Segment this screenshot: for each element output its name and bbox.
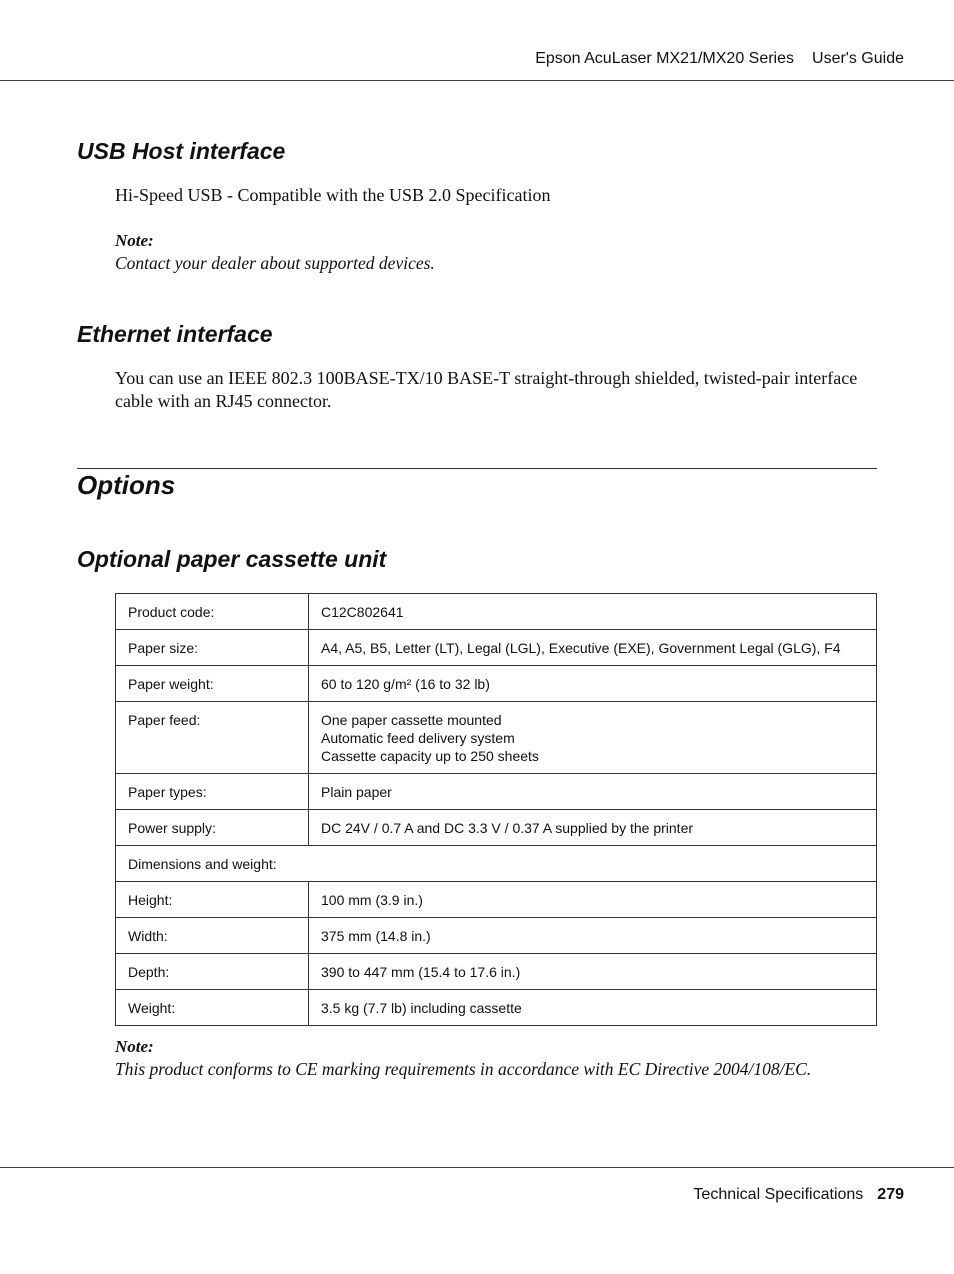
ethernet-heading: Ethernet interface	[77, 321, 273, 347]
table-row	[116, 918, 877, 954]
table-row	[116, 810, 877, 846]
usb-host-heading: USB Host interface	[77, 138, 286, 164]
spec-label: Paper types:	[116, 774, 309, 810]
header-rule	[0, 80, 954, 81]
page-header	[535, 50, 904, 68]
spec-value-line: Cassette capacity up to 250 sheets	[321, 748, 539, 764]
options-heading: Options	[77, 470, 176, 500]
spec-value: 60 to 120 g/m² (16 to 32 lb)	[309, 666, 877, 702]
spec-value: A4, A5, B5, Letter (LT), Legal (LGL), Executive (EXE), Government Legal (GLG), F4	[309, 630, 877, 666]
cassette-note-label: Note:	[115, 1037, 154, 1056]
ethernet-text: You can use an IEEE 802.3 100BASE-TX/10 BASE-T straight-through shielded, twisted-pair interface cable with an RJ45 connector.	[115, 368, 858, 411]
table-row	[116, 990, 877, 1026]
header-product-title: Epson AcuLaser MX21/MX20 Series	[535, 50, 795, 67]
usb-note-label: Note:	[115, 231, 154, 250]
spec-label: Paper size:	[116, 630, 309, 666]
table-row	[116, 774, 877, 810]
usb-note-text: Contact your dealer about supported devices.	[115, 253, 435, 273]
table-row	[116, 666, 877, 702]
footer-rule	[0, 1167, 954, 1168]
spec-value	[309, 702, 877, 774]
usb-host-text: Hi-Speed USB - Compatible with the USB 2.0 Specification	[115, 185, 551, 205]
options-rule	[77, 468, 877, 469]
cassette-note-text: This product conforms to CE marking requirements in accordance with EC Directive 2004/108/EC.	[115, 1059, 812, 1079]
table-row	[116, 882, 877, 918]
spec-value: 390 to 447 mm (15.4 to 17.6 in.)	[309, 954, 877, 990]
spec-value: 3.5 kg (7.7 lb) including cassette	[309, 990, 877, 1026]
spec-value: C12C802641	[309, 594, 877, 630]
spec-value: DC 24V / 0.7 A and DC 3.3 V / 0.37 A supplied by the printer	[309, 810, 877, 846]
cassette-spec-table	[115, 593, 877, 1026]
page-footer	[693, 1186, 904, 1204]
cassette-heading: Optional paper cassette unit	[77, 546, 387, 572]
spec-value: 375 mm (14.8 in.)	[309, 918, 877, 954]
table-row	[116, 594, 877, 630]
spec-label: Paper feed:	[116, 702, 309, 774]
spec-label: Power supply:	[116, 810, 309, 846]
spec-value-line: One paper cassette mounted	[321, 712, 502, 728]
spec-value: Plain paper	[309, 774, 877, 810]
spec-section-label: Dimensions and weight:	[116, 846, 877, 882]
table-row	[116, 954, 877, 990]
spec-value-line: Automatic feed delivery system	[321, 730, 515, 746]
table-row	[116, 702, 877, 774]
spec-label: Weight:	[116, 990, 309, 1026]
spec-label: Depth:	[116, 954, 309, 990]
spec-label: Paper weight:	[116, 666, 309, 702]
page-number: 279	[877, 1186, 904, 1203]
header-guide-title: User's Guide	[812, 50, 904, 67]
spec-label: Width:	[116, 918, 309, 954]
spec-value: 100 mm (3.9 in.)	[309, 882, 877, 918]
footer-section-title: Technical Specifications	[693, 1186, 864, 1203]
table-row	[116, 846, 877, 882]
table-row	[116, 630, 877, 666]
spec-label: Product code:	[116, 594, 309, 630]
spec-label: Height:	[116, 882, 309, 918]
